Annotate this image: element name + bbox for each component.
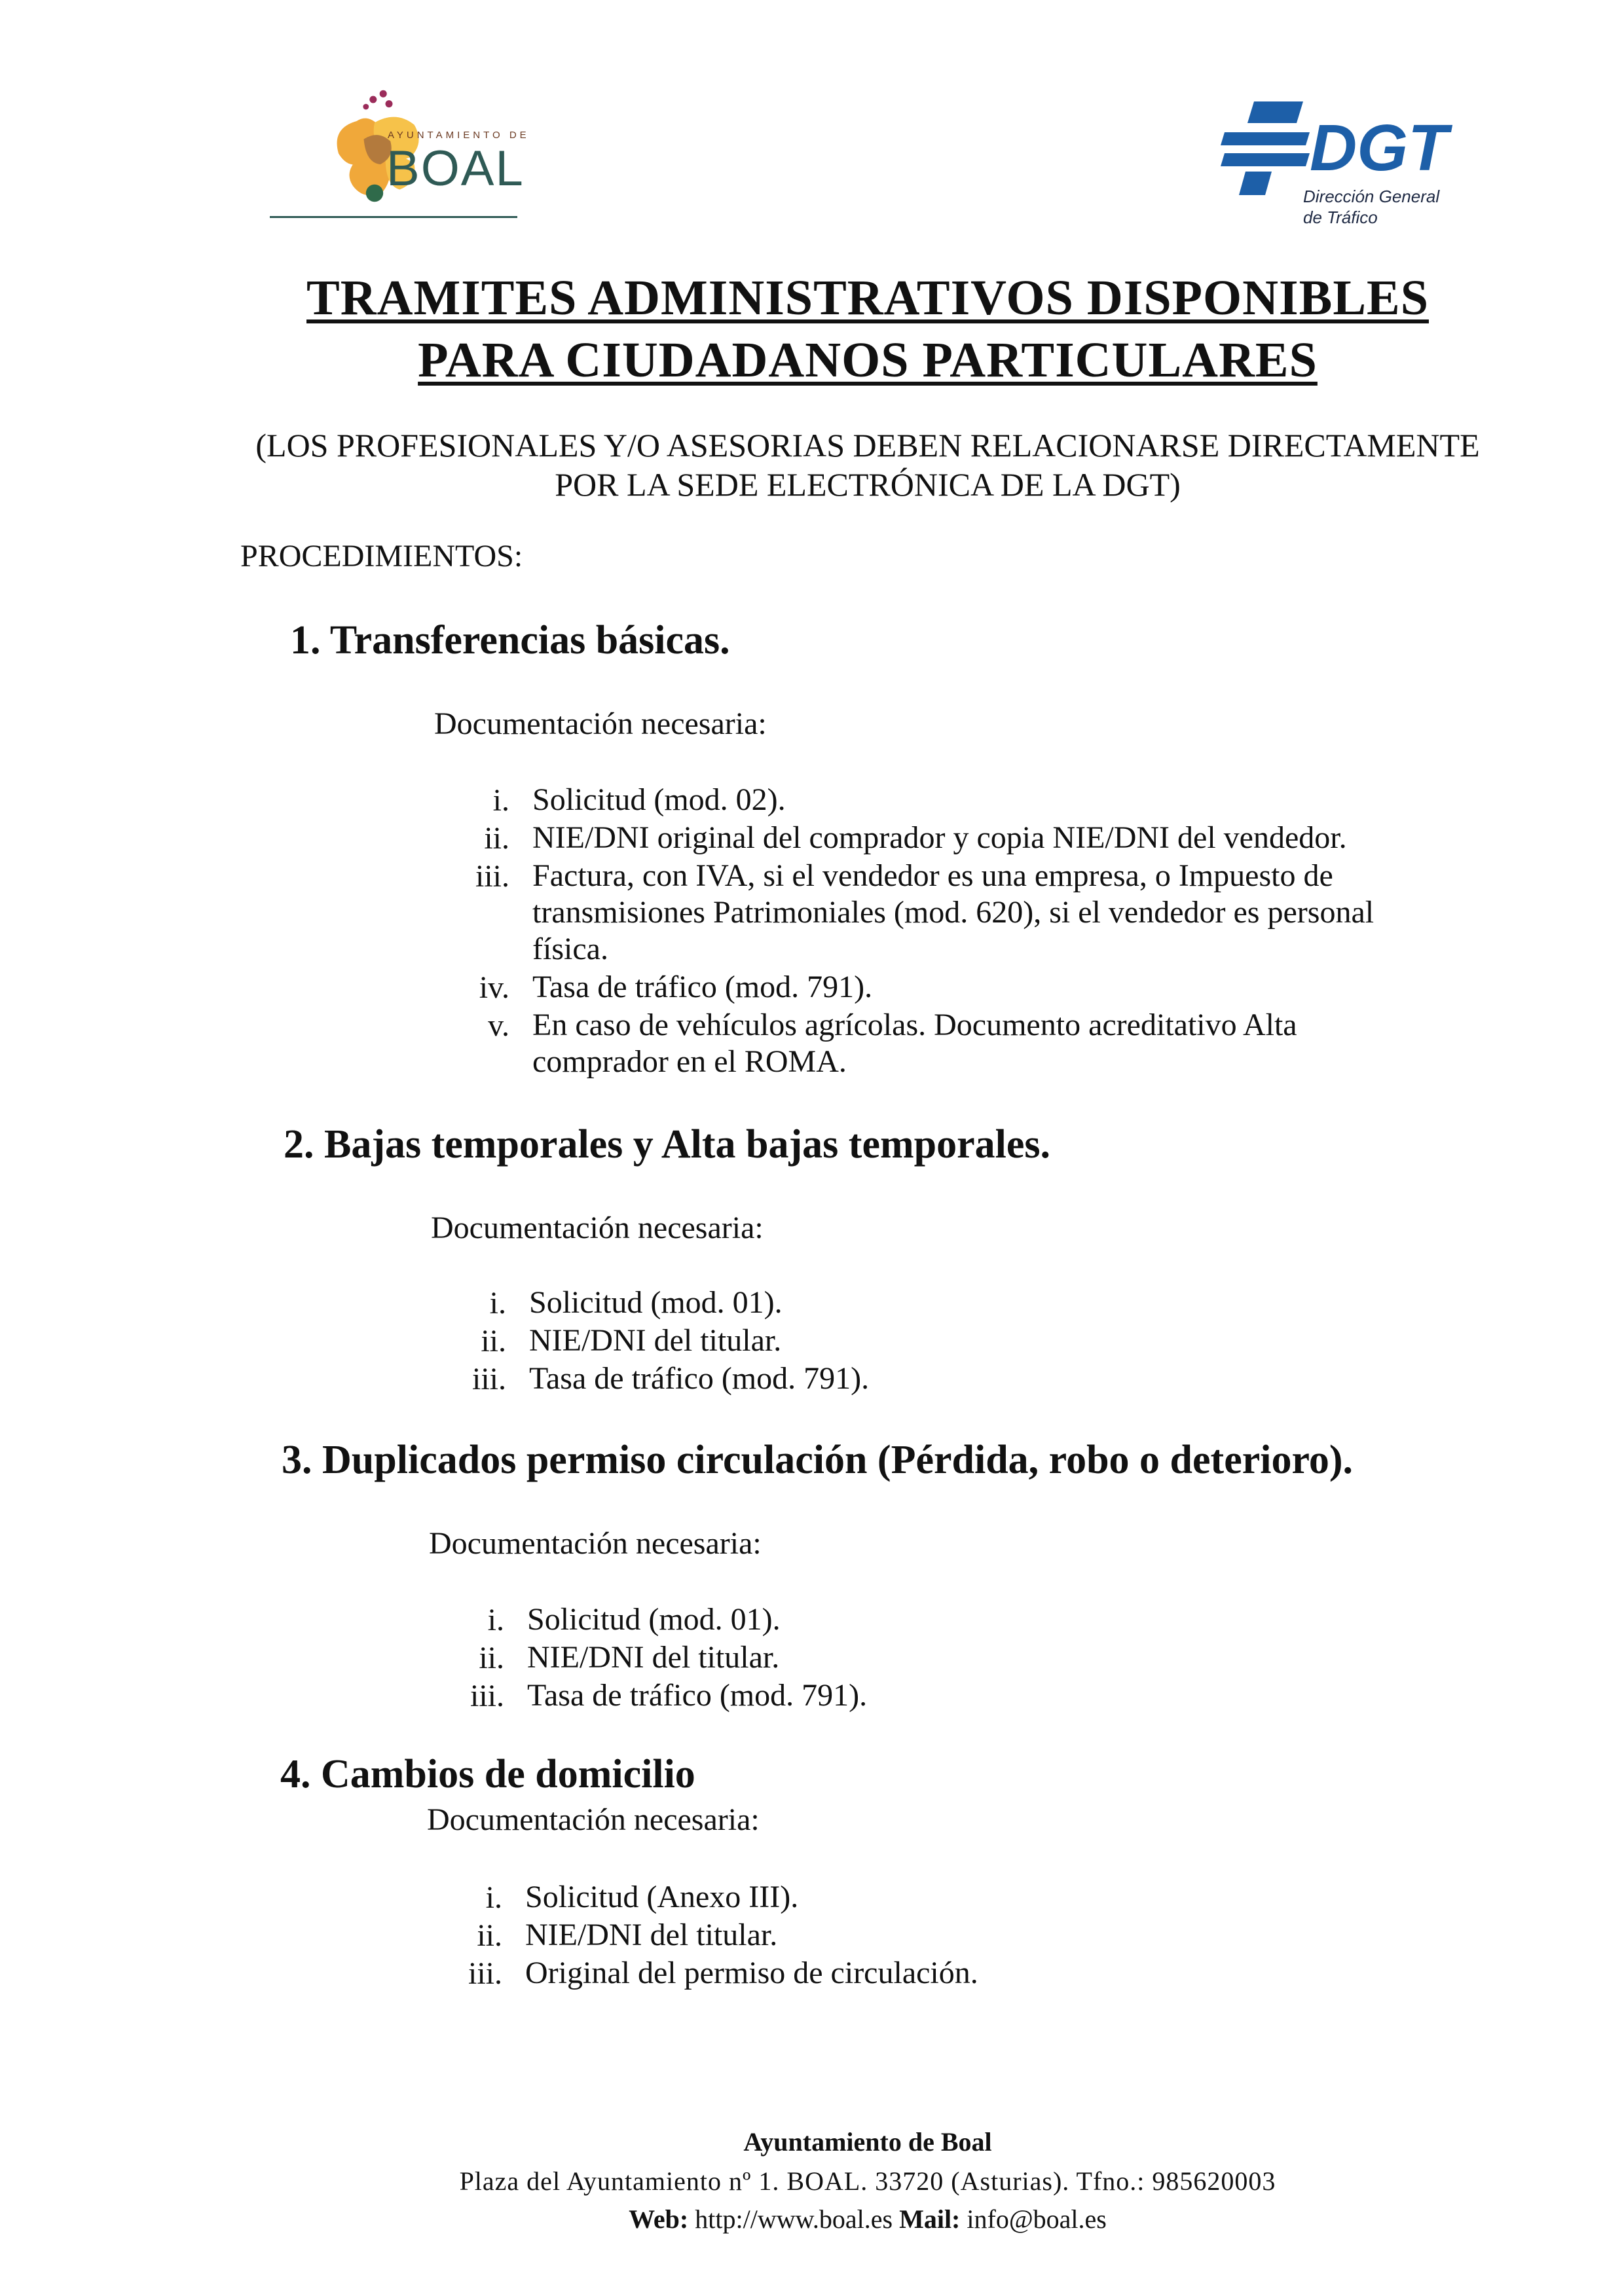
list-item-number: i. <box>489 1286 506 1321</box>
list-item: NIE/DNI del titular. <box>527 1640 780 1675</box>
list-item-line: En caso de vehículos agrícolas. Documento acreditativo Alta <box>532 1008 1297 1042</box>
list-item-number: iii. <box>471 1362 506 1396</box>
doc-label: Documentación necesaria: <box>434 706 767 741</box>
doc-label: Documentación necesaria: <box>427 1802 760 1837</box>
footer-web-label: Web: <box>629 2204 689 2234</box>
footer-mail-link[interactable]: info@boal.es <box>967 2204 1107 2234</box>
dgt-logo-subtext-line1: Dirección General <box>1303 187 1440 206</box>
list-item: Tasa de tráfico (mod. 791). <box>532 970 873 1004</box>
list-item-number: i. <box>492 783 509 818</box>
footer-web-link[interactable]: http://www.boal.es <box>695 2204 893 2234</box>
boal-logo-small-text: AYUNTAMIENTO DE <box>388 130 530 141</box>
footer-mail-label: Mail: <box>899 2204 961 2234</box>
list-item: Tasa de tráfico (mod. 791). <box>529 1361 870 1396</box>
page-title-line1: TRAMITES ADMINISTRATIVOS DISPONIBLES <box>306 270 1429 325</box>
list-item-number: iii. <box>468 1956 502 1991</box>
dgt-symbol-icon <box>1218 98 1316 196</box>
list-item-line: Factura, con IVA, si el vendedor es una empresa, o Impuesto de <box>532 858 1333 893</box>
list-item-number: iii. <box>470 1679 504 1713</box>
doc-label: Documentación necesaria: <box>431 1211 764 1245</box>
page-title-line2: PARA CIUDADANOS PARTICULARES <box>418 333 1318 388</box>
boal-logo-big-text: BOAL <box>386 141 525 196</box>
list-item: Solicitud (mod. 01). <box>527 1602 781 1637</box>
list-item-number: iii. <box>475 859 509 894</box>
list-item-number: ii. <box>484 821 509 856</box>
section-heading: 2. Bajas temporales y Alta bajas temporales. <box>284 1122 1050 1167</box>
list-item-line: comprador en el ROMA. <box>532 1044 847 1079</box>
doc-label: Documentación necesaria: <box>429 1526 762 1561</box>
list-item: Solicitud (mod. 02). <box>532 782 786 817</box>
section-heading: 4. Cambios de domicilio <box>280 1752 695 1796</box>
list-item-line: transmisiones Patrimoniales (mod. 620), si el vendedor es personal <box>532 895 1375 930</box>
section-heading: 1. Transferencias básicas. <box>290 618 730 663</box>
list-item: NIE/DNI del titular. <box>525 1918 778 1952</box>
list-item-number: ii. <box>477 1918 502 1953</box>
list-item: Solicitud (mod. 01). <box>529 1285 783 1320</box>
list-item-number: ii. <box>481 1324 506 1358</box>
subtitle-line2: POR LA SEDE ELECTRÓNICA DE LA DGT) <box>555 466 1181 503</box>
list-item: NIE/DNI original del comprador y copia NIE/DNI del vendedor. <box>532 820 1347 855</box>
dgt-logo-text: DGT <box>1310 111 1449 185</box>
dgt-logo-subtext <box>1303 186 1439 228</box>
list-item-number: v. <box>488 1008 509 1043</box>
section-heading: 3. Duplicados permiso circulación (Pérdida, robo o deterioro). <box>282 1438 1354 1482</box>
list-item: Solicitud (Anexo III). <box>525 1880 799 1914</box>
list-item-number: ii. <box>479 1641 504 1675</box>
footer-address: Plaza del Ayuntamiento nº 1. BOAL. 33720 (Asturias). Tfno.: 985620003 <box>459 2166 1276 2196</box>
list-item-line: física. <box>532 932 608 966</box>
list-item: Tasa de tráfico (mod. 791). <box>527 1678 868 1713</box>
list-item: Original del permiso de circulación. <box>525 1956 978 1990</box>
footer-contact <box>157 2204 1578 2234</box>
list-item-number: i. <box>485 1880 502 1915</box>
footer-organization: Ayuntamiento de Boal <box>743 2127 992 2157</box>
dgt-logo-subtext-line2: de Tráfico <box>1303 208 1378 227</box>
subtitle-line1: (LOS PROFESIONALES Y/O ASESORIAS DEBEN RELACIONARSE DIRECTAMENTE <box>255 427 1480 464</box>
list-item-number: i. <box>487 1603 504 1637</box>
boal-logo-rule <box>270 216 517 218</box>
list-item: NIE/DNI del titular. <box>529 1323 782 1358</box>
list-item-number: iv. <box>479 970 509 1005</box>
procedures-label: PROCEDIMIENTOS: <box>240 539 523 574</box>
